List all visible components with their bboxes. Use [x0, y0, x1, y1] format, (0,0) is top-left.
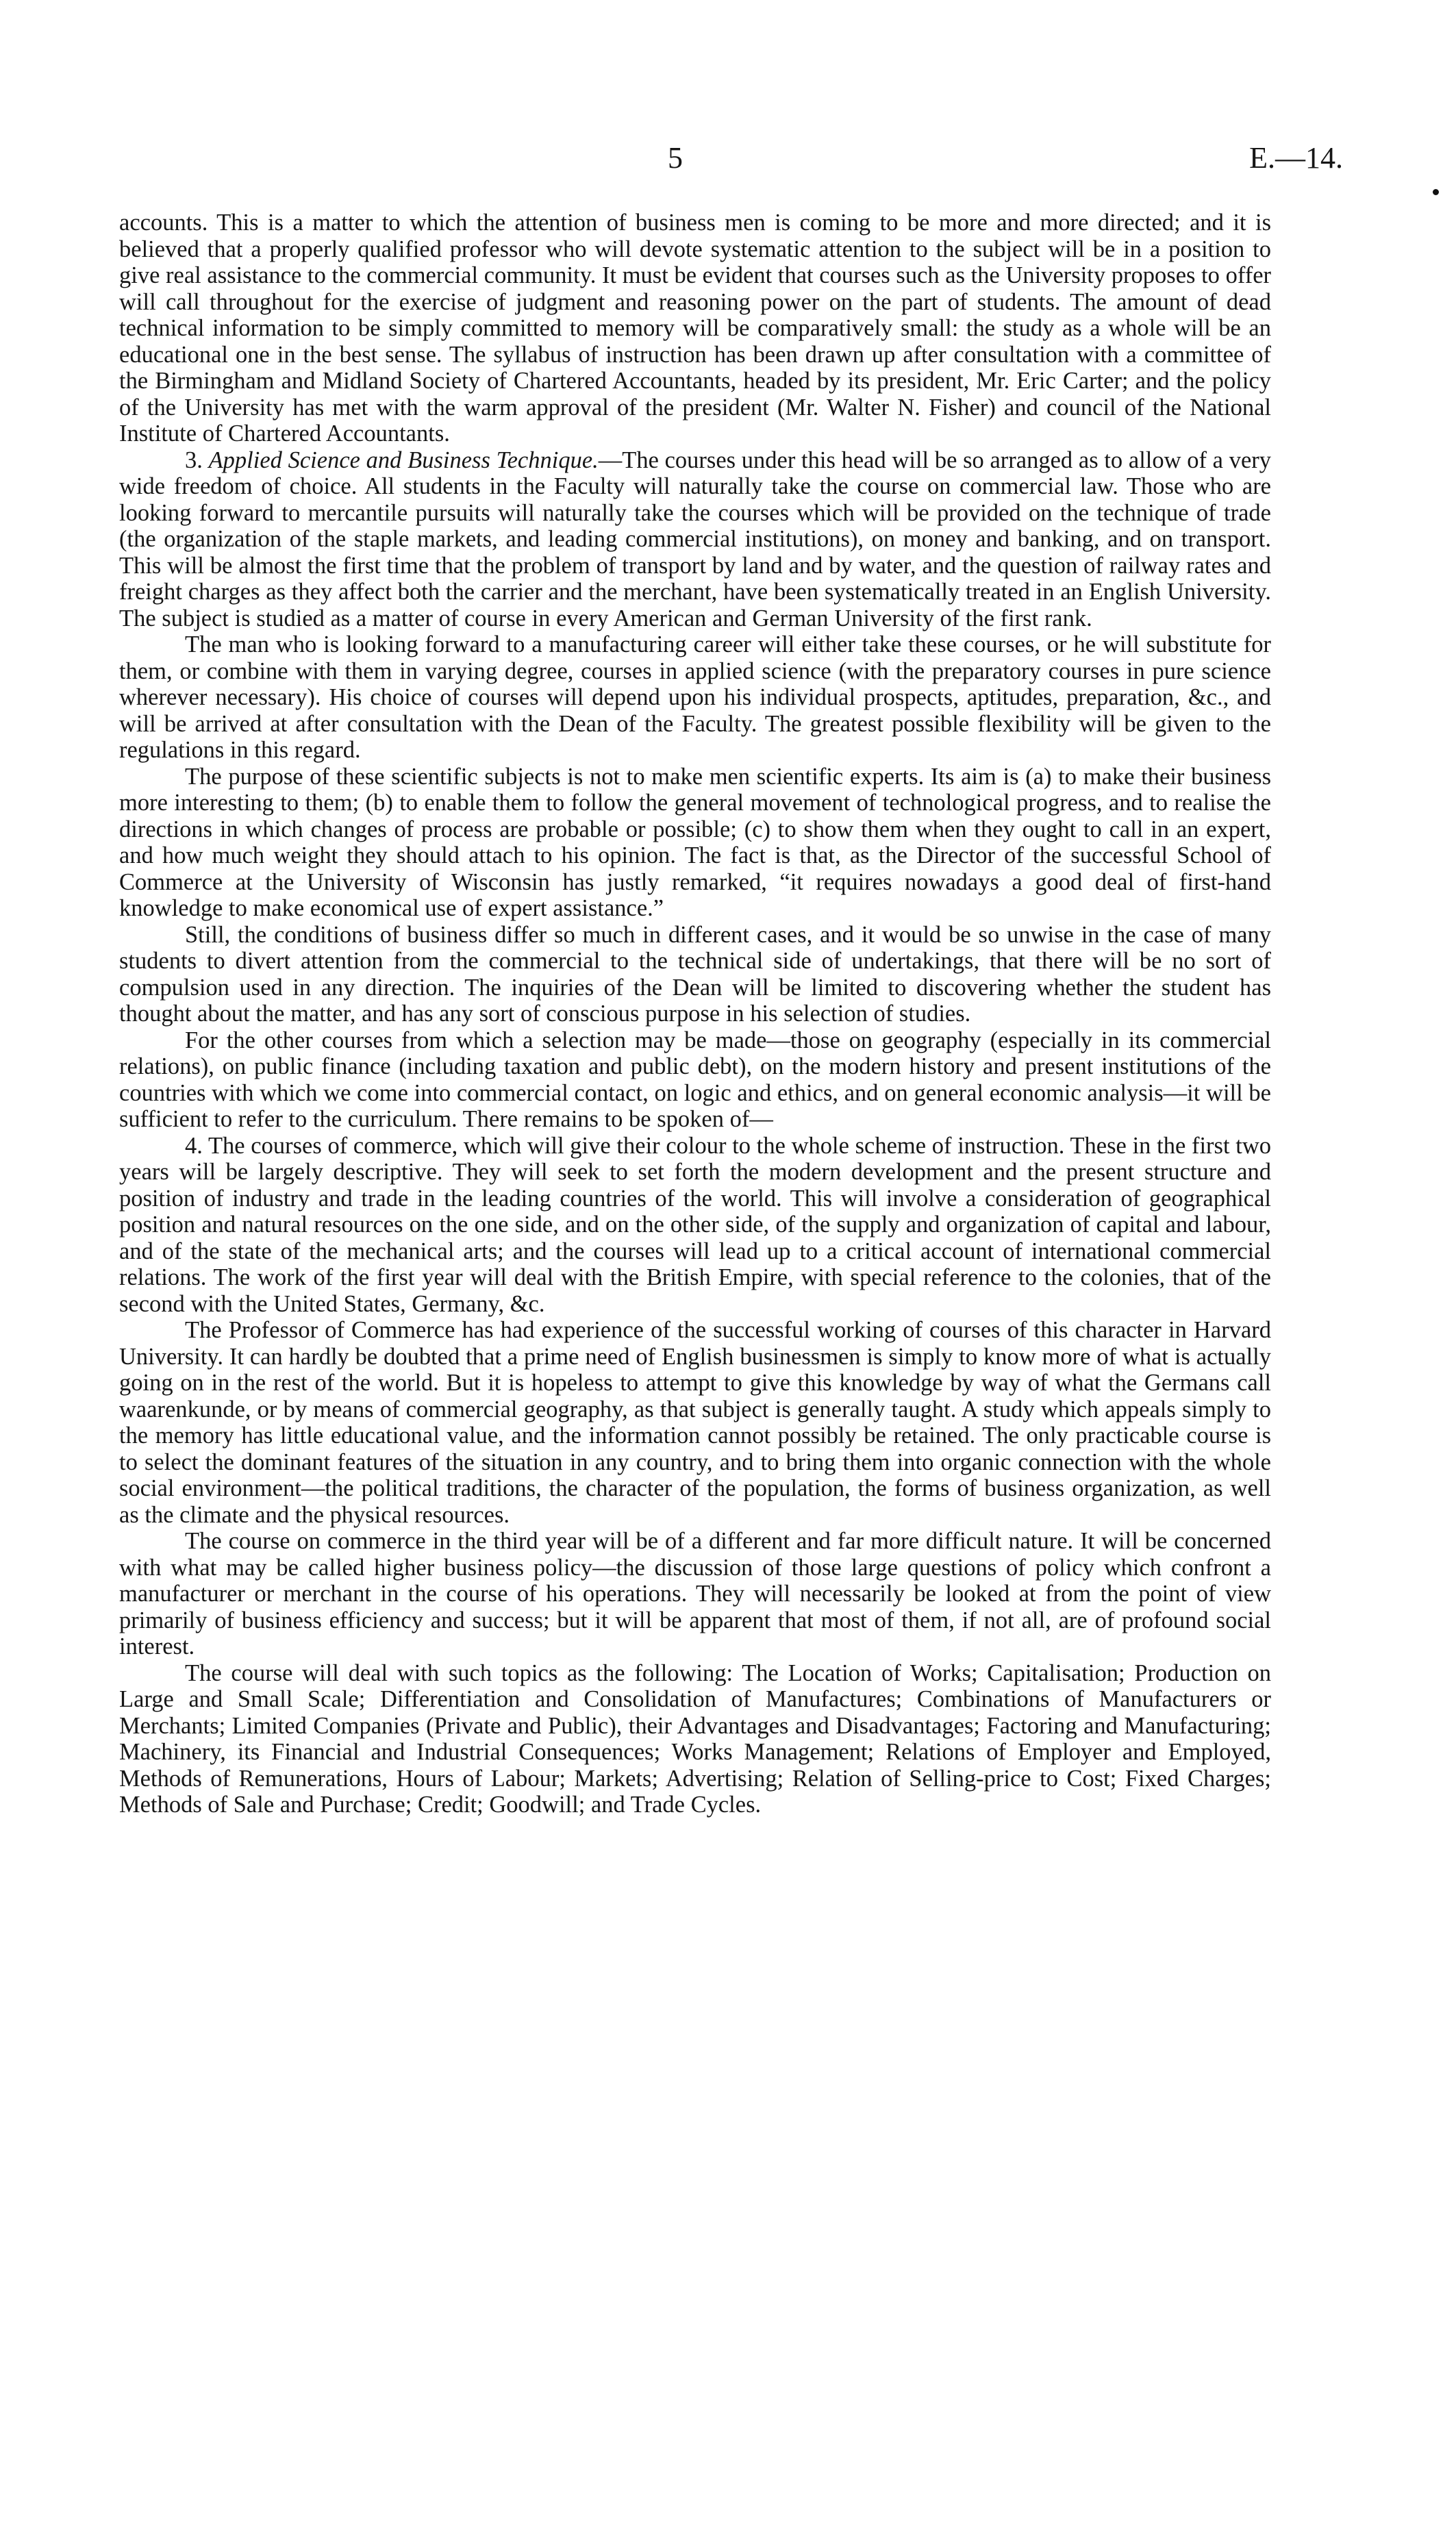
- document-body: [119, 210, 1271, 1818]
- paragraph-third-year: The course on commerce in the third year will be of a different and far more difficult nature. It will be concerned with what may be called higher business policy—the discussion of those large questions of policy which confront a manufacturer or merchant in the course of his operations. They will necessarily be looked at from the point of view primarily of business efficiency and success; but it will be apparent that most of them, if not all, are of profound social interest.: [119, 1528, 1271, 1659]
- paragraph-professor-of-commerce: The Professor of Commerce has had experience of the successful working of courses of this character in Harvard University. It can hardly be doubted that a prime need of English businessmen is simply to know more of what is actually going on in the rest of the world. But it is hopeless to attempt to give this knowledge by way of what the Germans call waarenkunde, or by means of commercial geography, as that subject is generally taught. A study which appeals simply to the memory has little educational value, and the information cannot possibly be retained. The only practicable course is to select the dominant features of the situation in any country, and to bring them into organic connection with the whole social environment—the political traditions, the character of the population, the forms of business organization, as well as the climate and the physical resources.: [119, 1317, 1271, 1528]
- section-number: 3.: [185, 447, 209, 473]
- paragraph-text: —The courses under this head will be so arranged as to allow of a very wide freedom of choice. All students in the Faculty will naturally take the course on commercial law. Those who are looking forward to mercantile pursuits will naturally take the courses which will be provided on the technique of trade (the organization of the staple markets, and leading commercial institutions), on money and banking, and on transport. This will be almost the first time that the problem of transport by land and by water, and the question of railway rates and freight charges as they affect both the carrier and the merchant, have been systematically treated in an English University. The subject is studied as a matter of course in every American and German University of the first rank.: [119, 447, 1272, 631]
- margin-dot: [1433, 189, 1439, 195]
- page-number: 5: [668, 141, 683, 175]
- paragraph-conditions: Still, the conditions of business differ so much in different cases, and it would be so unwise in the case of many students to divert attention from the commercial to the technical side of undertakings, that there will be no sort of compulsion used in any direction. The inquiries of the Dean will be limited to discovering whether the student has thought about the matter, and has any sort of conscious purpose in his selection of studies.: [119, 921, 1271, 1027]
- paragraph-courses-of-commerce: 4. The courses of commerce, which will give their colour to the whole scheme of instruction. These in the first two years will be largely descriptive. They will seek to set forth the modern development and the present structure and position of industry and trade in the leading countries of the world. This will involve a consideration of geographical position and natural resources on the one side, and on the other side, of the supply and organization of capital and labour, and of the state of the mechanical arts; and the courses will lead up to a critical account of international commercial relations. The work of the first year will deal with the British Empire, with special reference to the colonies, that of the second with the United States, Germany, &c.: [119, 1132, 1271, 1317]
- paragraph-other-courses: For the other courses from which a selection may be made—those on geography (especially in its commercial relations), on public finance (including taxation and public debt), on the modern history and present institutions of the countries with which we come into commercial contact, on logic and ethics, and on general economic analysis—it will be sufficient to refer to the curriculum. There remains to be spoken of—: [119, 1027, 1271, 1132]
- section-heading-applied-science: Applied Science and Business Technique.: [208, 447, 599, 473]
- paragraph-accounts: accounts. This is a matter to which the attention of business men is coming to be more and more directed; and it is believed that a properly qualified professor who will devote systematic attention to the subject will be in a position to give real assistance to the commercial community. It must be evident that courses such as the University proposes to offer will call throughout for the exercise of judgment and reasoning power on the part of students. The amount of dead technical information to be simply committed to memory will be comparatively small: the study as a whole will be an educational one in the best sense. The syllabus of instruction has been drawn up after consultation with a committee of the Birmingham and Midland Society of Chartered Accountants, headed by its president, Mr. Eric Carter; and the policy of the University has met with the warm approval of the president (Mr. Walter N. Fisher) and council of the National Institute of Chartered Accountants.: [119, 210, 1271, 447]
- paragraph-manufacturing-career: The man who is looking forward to a manufacturing career will either take these courses, or he will substitute for them, or combine with them in varying degree, courses in applied science (with the preparatory courses in pure science wherever necessary). His choice of courses will depend upon his individual prospects, aptitudes, preparation, &c., and will be arrived at after consultation with the Dean of the Faculty. The greatest possible flexibility will be given to the regulations in this regard.: [119, 631, 1271, 763]
- page-header: [0, 140, 1456, 181]
- paragraph-scientific-purpose: The purpose of these scientific subjects is not to make men scientific experts. Its aim is (a) to make their business more interesting to them; (b) to enable them to follow the general movement of technological progress, and to realise the directions in which changes of process are probable or possible; (c) to show them when they ought to call in an expert, and how much weight they should attach to his opinion. The fact is that, as the Director of the successful School of Commerce at the University of Wisconsin has justly remarked, “it requires nowadays a good deal of first-hand knowledge to make economical use of expert assistance.”: [119, 763, 1271, 921]
- paragraph-applied-science: [119, 447, 1271, 632]
- document-reference: E.—14.: [1249, 141, 1343, 175]
- paragraph-topics: The course will deal with such topics as the following: The Location of Works; Capitalisation; Production on Large and Small Scale; Differentiation and Consolidation of Manufactures; Combinations of Manufacturers or Merchants; Limited Companies (Private and Public), their Advantages and Disadvantages; Factoring and Manufacturing; Machinery, its Financial and Industrial Consequences; Works Management; Relations of Employer and Employed, Methods of Remunerations, Hours of Labour; Markets; Advertising; Relation of Selling-price to Cost; Fixed Charges; Methods of Sale and Purchase; Credit; Goodwill; and Trade Cycles.: [119, 1659, 1271, 1818]
